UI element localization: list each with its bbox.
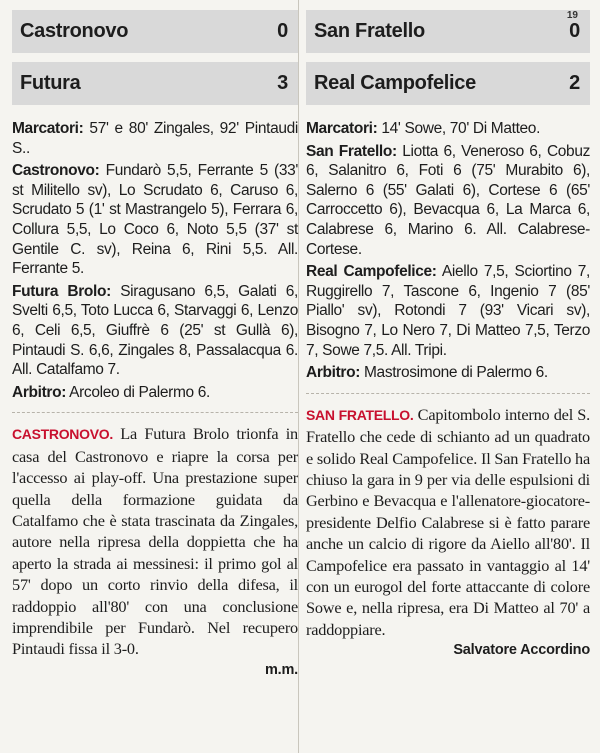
away-lineup-label: Futura Brolo: [12, 282, 111, 300]
away-lineup-text: Aiello 7,5, Sciortino 7, Ruggirello 7, Tascone 6, Ingenio 7 (85' Piallo' sv), Rotondi 7 (93' Vicari sv), Bisogno 7, Lo Nero 7, Di Matteo 7,5, Terzo 7, Sowe 7,5. All. Tripi. [306, 263, 590, 359]
scorers-text: 14' Sowe, 70' Di Matteo. [377, 120, 541, 137]
match-sheet [12, 119, 298, 402]
scorers-label: Marcatori: [12, 120, 84, 137]
report-city: SAN FRATELLO. [306, 406, 414, 423]
away-team-name: Futura [20, 72, 81, 94]
column-divider [298, 0, 299, 753]
away-lineup [12, 282, 298, 380]
referee-label: Arbitro: [306, 364, 361, 382]
scorers-label: Marcatori: [306, 120, 378, 137]
referee-text: Mastrosimone di Palermo 6. [360, 364, 548, 382]
home-lineup-label: Castronovo: [12, 162, 100, 180]
scorers-text: 57' e 80' Zingales, 92' Pintaudi S.. [12, 120, 298, 157]
report-text: Capitombolo interno del S. Fratello che cede di schianto ad un quadrato e solido Real Campofelice. Il San Fratello ha chiuso la gara in 9 per via delle espulsioni di Gerbino e Bevacqua e l'allenatore-giocatore-presidente Delfio Calabrese si è fatto parare anche un calcio di rigore da Aiello all'80'. Il Campofelice era passato in vantaggio al 14' con un eurogol del forte attaccante di colore Sowe e, nella ripresa, era Di Matteo al 70' a raddoppiare. [306, 404, 590, 639]
away-lineup-label: Real Campofelice: [306, 263, 437, 281]
home-lineup [12, 161, 298, 279]
section-separator [306, 393, 590, 394]
away-lineup-text: Siragusano 6,5, Galati 6, Svelti 6,5, Toto Lucca 6, Starvaggi 6, Lenzo 6, Celi 6,5, Giuffrè 6 (25' st Gullà 6), Pintaudi S. 6,6, Zingales 8, Passalacqua 6. All. Catalfamo 7. [12, 282, 298, 379]
away-score-row [12, 62, 298, 105]
away-lineup [306, 262, 590, 360]
report-text: La Futura Brolo trionfa in casa del Castronovo e riapre la corsa per l'accesso ai play-off. Una prestazione super quella della formazione guidata da Catalfamo che è stata trascinata da Zingales, autore nella ripresa della doppietta che ha aperto la strada ai messinesi: il primo gol al 57' dopo un corto rinvio della difesa, il raddoppio all'80' con una conclusione imprendibile per Fundarò. Nel recupero Pintaudi fissa il 3-0. [12, 424, 298, 659]
home-team-name: Castronovo [20, 20, 129, 42]
home-team-score: 0 [277, 20, 288, 42]
referee-line [12, 383, 298, 403]
match-card-castronovo-futura [12, 0, 298, 678]
home-team-name: San Fratello [314, 20, 425, 42]
home-lineup-text: Fundarò 5,5, Ferrante 5 (33' st Militello sv), Lo Scrudato 6, Caruso 6, Scrudato 5 (1' st Mastrangelo 5), Ferrara 6, Collura 5,5, Lo Coco 6, Noto 5,5 (37' st Gentile C. sv), Reina 6, Rini 5,5. All. Ferrante 5. [12, 162, 298, 278]
match-report [306, 404, 590, 640]
corner-mark: 19 [566, 10, 578, 21]
home-lineup-label: San Fratello: [306, 142, 397, 160]
section-separator [12, 412, 298, 413]
referee-label: Arbitro: [12, 383, 67, 401]
scorers-line [12, 119, 298, 158]
match-sheet [306, 119, 590, 383]
away-team-score: 3 [277, 72, 288, 94]
home-lineup-text: Liotta 6, Veneroso 6, Cobuz 6, Salanitro 6, Foti 6 (75' Murabito 6), Salerno 6 (55' Galati 6), Cortese 6 (65' Carroccetto 6), Bevacqua 6, La Marca 6, Calabrese 6, Marino 6. All. Calabrese-Cortese. [306, 142, 590, 258]
home-team-score: 0 [569, 20, 580, 42]
referee-text: Arcoleo di Palermo 6. [66, 383, 210, 401]
away-team-score: 2 [569, 72, 580, 94]
author-signature: Salvatore Accordino [453, 642, 590, 659]
report-city: CASTRONOVO. [12, 426, 113, 443]
scorers-line [306, 119, 590, 139]
home-score-row [306, 10, 590, 53]
author-signature: m.m. [264, 661, 298, 678]
referee-line [306, 363, 590, 383]
match-card-sanfratello-campofelice [306, 0, 590, 658]
home-lineup [306, 142, 590, 260]
home-score-row [12, 10, 298, 53]
match-report [12, 423, 298, 659]
away-team-name: Real Campofelice [314, 72, 476, 94]
away-score-row [306, 62, 590, 105]
